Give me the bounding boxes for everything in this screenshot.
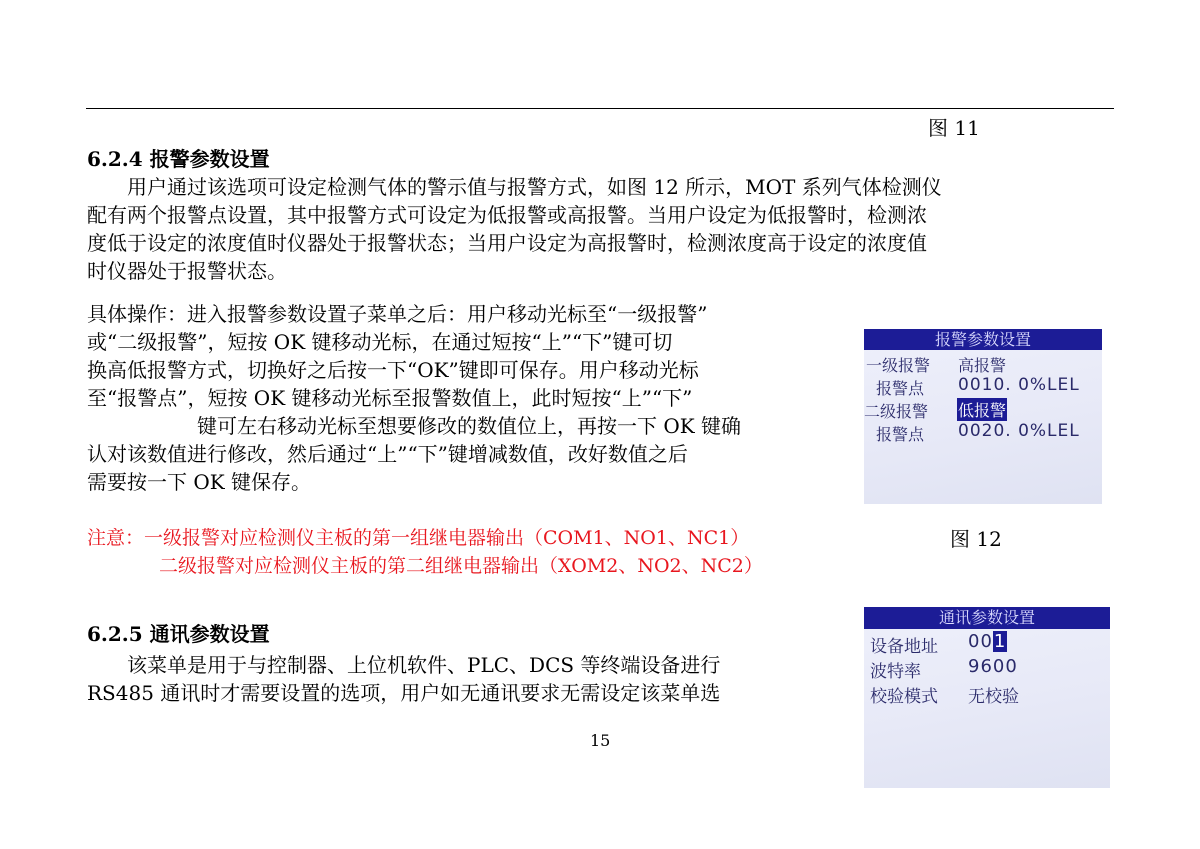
alarm-row-label: 二级报警 <box>864 402 929 421</box>
section-6-2-4-operation <box>87 300 741 496</box>
comm-row-label: 校验模式 <box>870 687 938 707</box>
alarm-screen-title: 报警参数设置 <box>864 329 1102 350</box>
device-address-value <box>968 631 1007 652</box>
alarm-row-value: 高报警 <box>958 356 1007 375</box>
intro-line: 度低于设定的浓度值时仪器处于报警状态；当用户设定为高报警时，检测浓度高于设定的浓度值 <box>87 231 927 255</box>
note-line: 注意：一级报警对应检测仪主板的第一组继电器输出（COM1、NO1、NC1） <box>87 527 750 549</box>
intro-line: 配有两个报警点设置，其中报警方式可设定为低报警或高报警。当用户设定为低报警时，检测浓 <box>87 203 927 227</box>
comm-settings-screen <box>864 607 1110 788</box>
device-address-prefix: 00 <box>968 631 993 652</box>
alarm-row-value: 0010. 0%LEL <box>958 375 1080 395</box>
comm-row-label: 波特率 <box>870 662 921 682</box>
alarm-row-value-selected: 低报警 <box>957 398 1007 421</box>
note-line: 二级报警对应检测仪主板的第二组继电器输出（XOM2、NO2、NC2） <box>159 555 763 577</box>
operation-line: 需要按一下 OK 键保存。 <box>87 470 312 494</box>
alarm-row-label: 一级报警 <box>866 356 931 375</box>
intro-line: 用户通过该选项可设定检测气体的警示值与报警方式，如图 12 所示，MOT 系列气体检测仪 <box>87 175 942 199</box>
alarm-row-label: 报警点 <box>876 379 925 398</box>
operation-line: 认对该数值进行修改，然后通过“上”“下”键增减数值，改好数值之后 <box>87 442 688 466</box>
baud-rate-value: 9600 <box>968 656 1018 677</box>
body-line: 该菜单是用于与控制器、上位机软件、PLC、DCS 等终端设备进行 <box>87 653 721 677</box>
comm-screen-title: 通讯参数设置 <box>864 607 1110 629</box>
page-number: 15 <box>590 731 611 750</box>
header-rule <box>86 108 1114 109</box>
operation-line: 或“二级报警”，短按 OK 键移动光标，在通过短按“上”“下”键可切 <box>87 330 673 354</box>
section-6-2-5-body <box>87 651 720 707</box>
body-line: RS485 通讯时才需要设置的选项，用户如无通讯要求无需设定该菜单选 <box>87 681 721 705</box>
comm-row-label: 设备地址 <box>870 637 938 657</box>
section-6-2-4-intro <box>87 173 942 285</box>
operation-line: 具体操作：进入报警参数设置子菜单之后：用户移动光标至“一级报警” <box>87 302 708 326</box>
intro-line: 时仪器处于报警状态。 <box>87 259 287 283</box>
alarm-row-value: 0020. 0%LEL <box>958 421 1080 441</box>
relay-note <box>87 524 763 580</box>
section-heading-6-2-4: 6.2.4 报警参数设置 <box>87 147 270 171</box>
figure-11-caption: 图 11 <box>928 116 980 140</box>
parity-mode-value: 无校验 <box>968 687 1019 707</box>
operation-line: 至“报警点”，短按 OK 键移动光标至报警数值上，此时短按“上”“下” <box>87 386 693 410</box>
alarm-settings-screen <box>864 329 1102 504</box>
operation-line: 换高低报警方式，切换好之后按一下“OK”键即可保存。用户移动光标 <box>87 358 699 382</box>
section-heading-6-2-5: 6.2.5 通讯参数设置 <box>87 622 270 646</box>
figure-12-caption: 图 12 <box>950 527 1002 551</box>
operation-line: 键可左右移动光标至想要修改的数值位上，再按一下 OK 键确 <box>197 414 742 438</box>
alarm-row-label: 报警点 <box>876 425 925 444</box>
device-address-cursor-digit: 1 <box>993 631 1007 652</box>
